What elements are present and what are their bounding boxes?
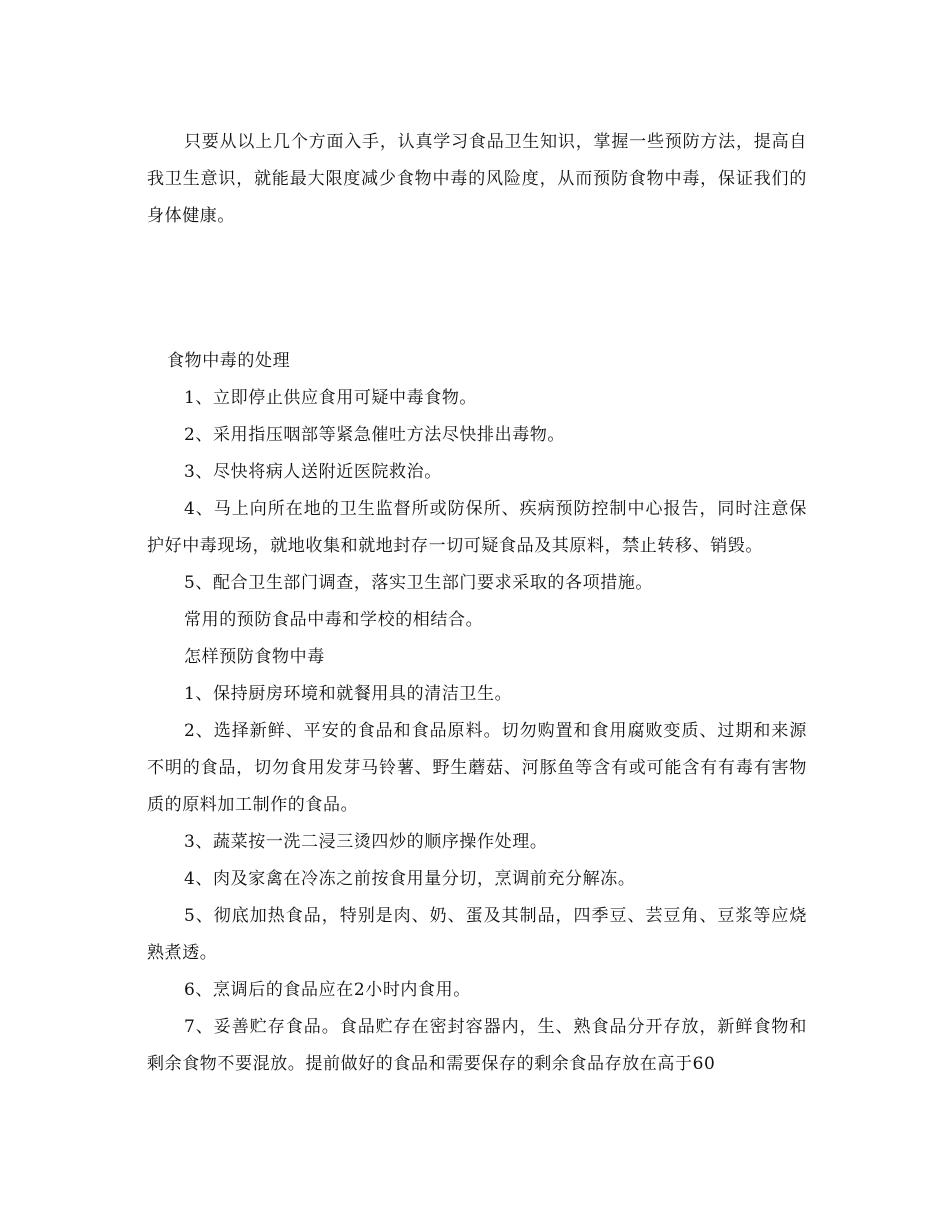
list-item: 6、烹调后的食品应在2小时内食用。 — [184, 980, 471, 1000]
list-item: 4、肉及家禽在冷冻之前按食用量分切，烹调前充分解冻。 — [184, 869, 636, 889]
intro-block — [147, 124, 807, 235]
list-item: 4、马上向所在地的卫生监督所或防保所、疾病预防控制中心报告，同时注意保护好中毒现场，就地收集和就地封存一切可疑食品及其原料，禁止转移、销毁。 — [147, 499, 807, 556]
list-item: 7、妥善贮存食品。食品贮存在密封容器内，生、熟食品分开存放，新鲜食物和剩余食物不要混放。提前做好的食品和需要保存的剩余食品存放在高于60 — [147, 1017, 807, 1074]
section-lead-text: 常用的预防食品中毒和学校的相结合。 — [184, 610, 484, 630]
section-heading-prevention: 怎样预防食物中毒 — [184, 647, 325, 667]
list-item: 3、尽快将病人送附近医院救治。 — [184, 462, 442, 482]
list-item: 5、配合卫生部门调查，落实卫生部门要求采取的各项措施。 — [184, 573, 654, 593]
list-item: 2、采用指压咽部等紧急催吐方法尽快排出毒物。 — [184, 425, 566, 445]
list-item: 3、蔬菜按一洗二浸三烫四炒的顺序操作处理。 — [184, 832, 548, 852]
list-item: 1、保持厨房环境和就餐用具的清洁卫生。 — [184, 684, 513, 704]
section-heading-treatment: 食物中毒的处理 — [167, 351, 291, 371]
list-item: 5、彻底加热食品，特别是肉、奶、蛋及其制品，四季豆、芸豆角、豆浆等应烧熟煮透。 — [147, 906, 807, 963]
main-block — [147, 343, 807, 1083]
list-item: 2、选择新鲜、平安的食品和食品原料。切勿购置和食用腐败变质、过期和来源不明的食品，切勿食用发芽马铃薯、野生蘑菇、河豚鱼等含有或可能含有有毒有害物质的原料加工制作的食品。 — [147, 721, 807, 815]
intro-paragraph: 只要从以上几个方面入手，认真学习食品卫生知识，掌握一些预防方法，提高自我卫生意识，就能最大限度减少食物中毒的风险度，从而预防食物中毒，保证我们的身体健康。 — [147, 132, 807, 226]
list-item: 1、立即停止供应食用可疑中毒食物。 — [184, 388, 478, 408]
